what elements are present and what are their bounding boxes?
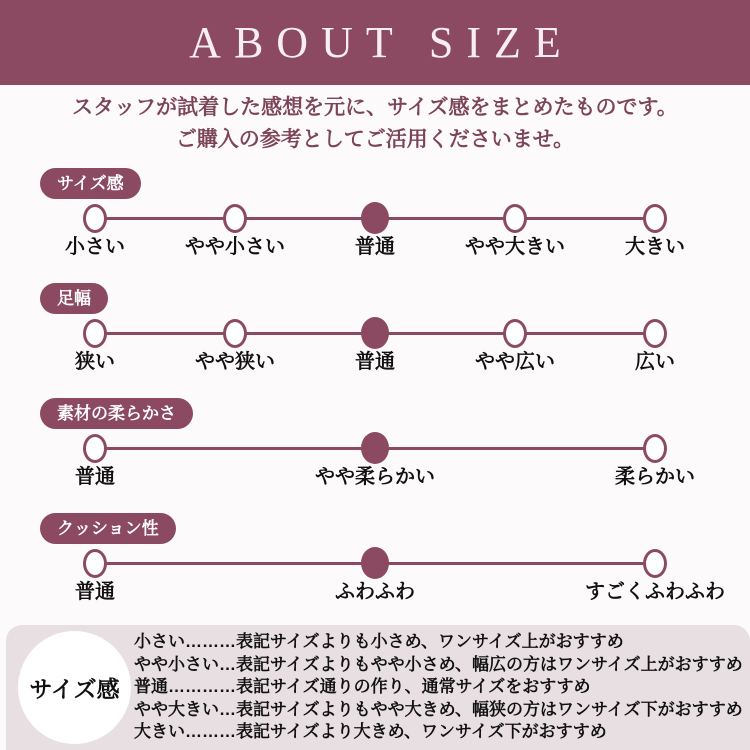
scale-section-material-softness — [0, 398, 750, 498]
scale-point — [83, 204, 107, 233]
scale-point-label: やや柔らかい — [315, 466, 435, 488]
scale-point-label: 普通 — [355, 236, 395, 258]
scale-point — [503, 204, 527, 233]
legend-line: やや大きい…表記サイズよりもやや大きめ、幅狭の方はワンサイズ下がおすすめ — [134, 699, 743, 719]
scale-point-label: 普通 — [75, 466, 115, 488]
scale-point-label: 大きい — [625, 236, 685, 258]
scale-point — [83, 434, 107, 463]
scale-point — [83, 549, 107, 578]
legend-line: やや小さい…表記サイズよりもやや小さめ、幅広の方はワンサイズ上がおすすめ — [134, 654, 743, 674]
legend-line: 小さい………表記サイズよりも小さめ、ワンサイズ上がおすすめ — [134, 632, 624, 652]
scale-badge: クッション性 — [40, 513, 176, 544]
scale-point-label: 狭い — [75, 351, 115, 373]
scale-point — [503, 319, 527, 348]
scale-point-label: 広い — [635, 351, 675, 373]
scale-section-foot-width — [0, 283, 750, 383]
scale-point — [643, 549, 667, 578]
legend-circle-label: サイズ感 — [29, 676, 120, 702]
scale-point-label: 普通 — [355, 351, 395, 373]
intro-line-2: ご購入の参考としてご活用くださいませ。 — [175, 128, 575, 151]
scale-point-label: やや広い — [475, 351, 555, 373]
intro-line-1: スタッフが試着した感想を元に、サイズ感をまとめたものです。 — [72, 96, 678, 119]
scale-point — [643, 204, 667, 233]
scale-point-label: やや大きい — [465, 236, 565, 258]
legend-lines — [134, 625, 743, 750]
scale-point — [643, 319, 667, 348]
scale-badge: 足幅 — [40, 283, 108, 314]
scale-point-label: 普通 — [75, 581, 115, 603]
scale-point — [223, 204, 247, 233]
intro-text — [0, 92, 750, 156]
scale-point-label: 柔らかい — [615, 466, 695, 488]
scale-point — [643, 434, 667, 463]
scale-section-size-feel — [0, 168, 750, 268]
size-feel-legend-panel — [6, 625, 750, 750]
header-banner — [0, 0, 750, 85]
scale-point — [223, 319, 247, 348]
scale-point-label: すごくふわふわ — [585, 581, 725, 603]
scale-point-label: やや狭い — [195, 351, 275, 373]
scale-point — [83, 319, 107, 348]
page-title: ABOUT SIZE — [189, 18, 574, 67]
scale-point-label: ふわふわ — [335, 581, 415, 603]
scale-section-cushioning — [0, 513, 750, 613]
legend-line: 普通…………表記サイズ通りの作り、通常サイズをおすすめ — [134, 677, 591, 697]
scale-point-label: やや小さい — [185, 236, 285, 258]
legend-circle — [18, 631, 131, 744]
scale-badge: 素材の柔らかさ — [40, 398, 193, 429]
scale-point-label: 小さい — [65, 236, 125, 258]
scale-badge: サイズ感 — [40, 168, 141, 199]
legend-line: 大きい………表記サイズより大きめ、ワンサイズ下がおすすめ — [134, 722, 607, 742]
